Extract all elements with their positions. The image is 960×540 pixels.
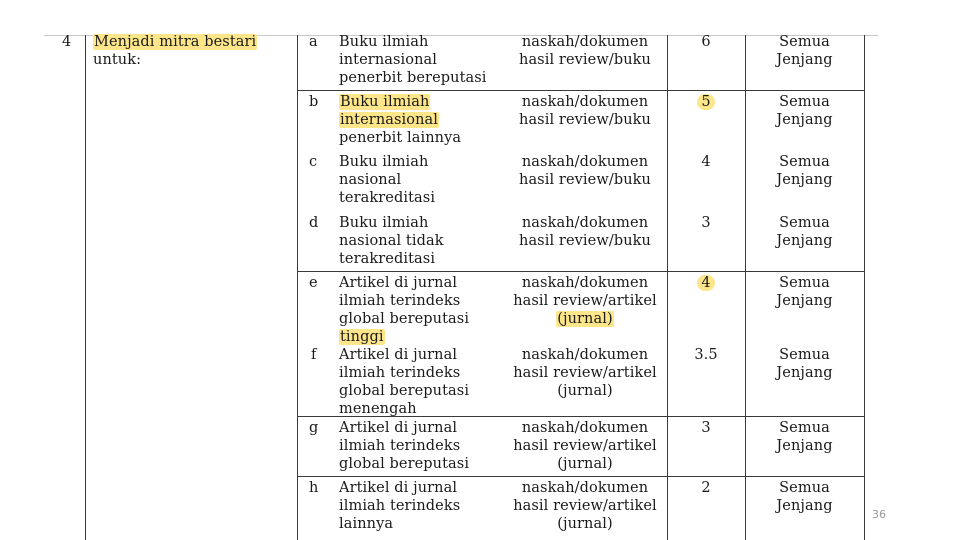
level-line: Jenjang (776, 172, 833, 188)
row-score: 2 (701, 480, 711, 496)
evidence-line: naskah/dokumen (521, 154, 649, 170)
border-left (85, 35, 86, 540)
level-line: Jenjang (776, 52, 833, 68)
row-evidence (500, 33, 670, 69)
level-line: Semua (779, 347, 830, 363)
row-level (745, 419, 864, 455)
row-score: 3 (701, 215, 711, 231)
row-evidence (500, 346, 670, 400)
row-level (745, 153, 864, 189)
category-label (93, 33, 257, 69)
evidence-line: naskah/dokumen (521, 275, 649, 291)
evidence-line: (jurnal) (557, 456, 613, 472)
level-line: Semua (779, 154, 830, 170)
item-line: ilmiah terindeks (339, 293, 461, 309)
row-item (339, 346, 469, 418)
item-line: Buku ilmiah (339, 34, 429, 50)
row-level (745, 346, 864, 382)
level-line: Semua (779, 480, 830, 496)
level-line: Jenjang (776, 293, 833, 309)
row-item (339, 93, 461, 147)
item-line: Artikel di jurnal (339, 420, 458, 436)
item-line: internasional (340, 112, 439, 128)
row-evidence (500, 214, 670, 250)
item-line: Buku ilmiah (340, 94, 430, 110)
row-letter: a (309, 34, 318, 50)
row-letter: f (311, 347, 317, 363)
level-line: Jenjang (776, 233, 833, 249)
evidence-line: hasil review/artikel (513, 498, 657, 514)
level-line: Jenjang (776, 112, 833, 128)
level-line: Semua (779, 94, 830, 110)
evidence-line: naskah/dokumen (521, 347, 649, 363)
item-line: penerbit bereputasi (339, 70, 487, 86)
row-separator (297, 476, 865, 477)
evidence-line: (jurnal) (557, 383, 613, 399)
evidence-line: naskah/dokumen (521, 480, 649, 496)
row-letter: g (309, 420, 319, 436)
item-line: Artikel di jurnal (339, 347, 458, 363)
score-highlight: 4 (697, 275, 714, 291)
border-right (864, 35, 865, 540)
item-line: internasional (339, 52, 438, 68)
row-letter: c (309, 154, 318, 170)
evidence-line: naskah/dokumen (521, 420, 649, 436)
evidence-line: (jurnal) (557, 516, 613, 532)
item-line: global bereputasi (339, 456, 470, 472)
row-letter: d (309, 215, 319, 231)
category-line-1: Menjadi mitra bestari (94, 34, 257, 50)
row-score (667, 274, 745, 292)
item-line: penerbit lainnya (339, 130, 462, 146)
item-line: global bereputasi (339, 383, 470, 399)
item-line: terakreditasi (339, 190, 436, 206)
row-level (745, 33, 864, 69)
evidence-line: naskah/dokumen (521, 34, 649, 50)
category-line-2: untuk: (93, 52, 142, 68)
item-line: Buku ilmiah (339, 215, 429, 231)
row-letter: e (309, 275, 318, 291)
row-evidence (500, 153, 670, 189)
evidence-line: hasil review/artikel (513, 293, 657, 309)
row-score: 4 (701, 154, 711, 170)
level-line: Semua (779, 420, 830, 436)
evidence-line: naskah/dokumen (521, 215, 649, 231)
evidence-line: hasil review/buku (519, 112, 651, 128)
level-line: Jenjang (776, 438, 833, 454)
evidence-line: hasil review/buku (519, 172, 651, 188)
row-item (339, 419, 469, 473)
row-evidence (500, 419, 670, 473)
row-item (339, 479, 460, 533)
row-letter: h (309, 480, 319, 496)
row-score (667, 93, 745, 111)
evidence-line: (jurnal) (557, 311, 613, 327)
evidence-line: hasil review/buku (519, 233, 651, 249)
level-line: Semua (779, 34, 830, 50)
item-line: ilmiah terindeks (339, 438, 461, 454)
row-score: 6 (701, 34, 711, 50)
row-separator (297, 90, 865, 91)
item-line: ilmiah terindeks (339, 498, 461, 514)
row-score: 3.5 (694, 347, 718, 363)
row-score: 3 (701, 420, 711, 436)
row-level (745, 479, 864, 515)
border-item-left (297, 35, 298, 540)
row-level (745, 93, 864, 129)
level-line: Semua (779, 275, 830, 291)
item-line: terakreditasi (339, 251, 436, 267)
evidence-line: hasil review/artikel (513, 365, 657, 381)
row-item (339, 214, 444, 268)
evidence-line: hasil review/buku (519, 52, 651, 68)
row-level (745, 274, 864, 310)
level-line: Semua (779, 215, 830, 231)
row-item (339, 153, 435, 207)
item-line: global bereputasi (339, 311, 470, 327)
item-line: lainnya (339, 516, 394, 532)
row-level (745, 214, 864, 250)
item-line: nasional tidak (339, 233, 444, 249)
item-line: Buku ilmiah (339, 154, 429, 170)
score-highlight: 5 (697, 94, 714, 110)
row-evidence (500, 274, 670, 328)
level-line: Jenjang (776, 498, 833, 514)
evidence-line: hasil review/artikel (513, 438, 657, 454)
evidence-line: naskah/dokumen (521, 94, 649, 110)
item-line: Artikel di jurnal (339, 275, 458, 291)
row-separator (297, 271, 865, 272)
row-letter: b (309, 94, 319, 110)
item-line: Artikel di jurnal (339, 480, 458, 496)
row-evidence (500, 479, 670, 533)
item-line: nasional (339, 172, 402, 188)
row-item (339, 274, 469, 346)
page-number: 36 (872, 508, 886, 521)
row-number: 4 (62, 34, 72, 50)
row-evidence (500, 93, 670, 129)
item-line: ilmiah terindeks (339, 365, 461, 381)
item-line: tinggi (340, 329, 384, 345)
row-item (339, 33, 487, 87)
level-line: Jenjang (776, 365, 833, 381)
item-line: menengah (339, 401, 417, 417)
